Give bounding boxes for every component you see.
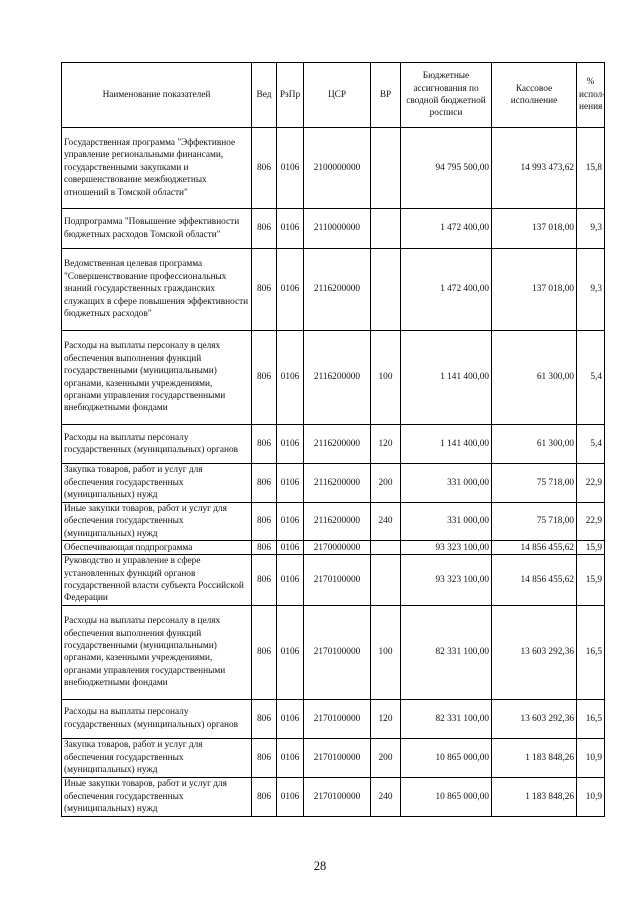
row-rzpr: 0106: [277, 128, 304, 209]
row-rzpr: 0106: [277, 425, 304, 464]
row-vr: 200: [371, 464, 401, 503]
row-vr: [371, 541, 401, 555]
row-name: Ведомственная целевая программа "Совершенствование профессиональных знаний государственных гражданских служащих в сфере повышения эффективности бюджетных расходов": [62, 249, 252, 331]
row-csr: 2100000000: [304, 128, 371, 209]
table-header-row: [62, 63, 605, 128]
row-name: Обеспечивающая подпрограмма: [62, 541, 252, 555]
row-assignments: 1 141 400,00: [401, 331, 492, 425]
row-name: Расходы на выплаты персоналу государственных (муниципальных) органов: [62, 699, 252, 738]
row-cash-execution: 61 300,00: [492, 331, 577, 425]
row-percent: 9,3: [577, 249, 605, 331]
header-ved: Вед: [252, 63, 277, 128]
header-name: Наименование показателей: [62, 63, 252, 128]
row-assignments: 331 000,00: [401, 503, 492, 541]
row-csr: 2170000000: [304, 541, 371, 555]
row-rzpr: 0106: [277, 209, 304, 249]
row-assignments: 1 472 400,00: [401, 209, 492, 249]
row-assignments: 94 795 500,00: [401, 128, 492, 209]
row-rzpr: 0106: [277, 503, 304, 541]
row-ved: 806: [252, 128, 277, 209]
row-name: Закупка товаров, работ и услуг для обеспечения государственных (муниципальных) нужд: [62, 738, 252, 777]
row-percent: 5,4: [577, 425, 605, 464]
row-name: Закупка товаров, работ и услуг для обеспечения государственных (муниципальных) нужд: [62, 464, 252, 503]
row-percent: 16,5: [577, 605, 605, 699]
row-cash-execution: 1 183 848,26: [492, 738, 577, 777]
row-rzpr: 0106: [277, 738, 304, 777]
row-ved: 806: [252, 605, 277, 699]
row-percent: 16,5: [577, 699, 605, 738]
row-percent: 15,8: [577, 128, 605, 209]
table-row: [62, 699, 605, 738]
row-csr: 2116200000: [304, 331, 371, 425]
row-cash-execution: 13 603 292,36: [492, 699, 577, 738]
row-percent: 15,9: [577, 541, 605, 555]
row-ved: 806: [252, 699, 277, 738]
row-cash-execution: 14 856 455,62: [492, 555, 577, 606]
row-name: Подпрограмма "Повышение эффективности бюджетных расходов Томской области": [62, 209, 252, 249]
row-ved: 806: [252, 503, 277, 541]
row-percent: 15,9: [577, 555, 605, 606]
row-csr: 2170100000: [304, 555, 371, 606]
row-csr: 2170100000: [304, 605, 371, 699]
row-csr: 2110000000: [304, 209, 371, 249]
table-row: [62, 128, 605, 209]
row-percent: 10,9: [577, 738, 605, 777]
row-csr: 2116200000: [304, 503, 371, 541]
table-row: [62, 738, 605, 777]
row-vr: 100: [371, 605, 401, 699]
row-ved: 806: [252, 555, 277, 606]
row-rzpr: 0106: [277, 464, 304, 503]
row-name: Иные закупки товаров, работ и услуг для обеспечения государственных (муниципальных) нужд: [62, 503, 252, 541]
row-vr: 120: [371, 699, 401, 738]
row-rzpr: 0106: [277, 541, 304, 555]
row-name: Иные закупки товаров, работ и услуг для обеспечения государственных (муниципальных) нужд: [62, 777, 252, 816]
row-csr: 2116200000: [304, 249, 371, 331]
table-row: [62, 777, 605, 816]
row-vr: [371, 555, 401, 606]
row-cash-execution: 75 718,00: [492, 503, 577, 541]
row-assignments: 10 865 000,00: [401, 777, 492, 816]
table-row: [62, 503, 605, 541]
row-vr: [371, 209, 401, 249]
row-rzpr: 0106: [277, 699, 304, 738]
row-name: Расходы на выплаты персоналу в целях обеспечения выполнения функций государственными (муниципальными) органами, казенными учреждениями, органами управления государственными внебюджетными фондами: [62, 331, 252, 425]
row-vr: 240: [371, 503, 401, 541]
header-cash-execution: Кассовое исполнение: [492, 63, 577, 128]
row-vr: 240: [371, 777, 401, 816]
budget-table: [61, 62, 605, 817]
header-csr: ЦСР: [304, 63, 371, 128]
row-vr: 200: [371, 738, 401, 777]
row-csr: 2170100000: [304, 777, 371, 816]
row-cash-execution: 61 300,00: [492, 425, 577, 464]
row-ved: 806: [252, 209, 277, 249]
table-row: [62, 249, 605, 331]
row-name: Расходы на выплаты персоналу в целях обеспечения выполнения функций государственными (муниципальными) органами, казенными учреждениями, органами управления государственными внебюджетными фондами: [62, 605, 252, 699]
row-cash-execution: 75 718,00: [492, 464, 577, 503]
row-ved: 806: [252, 541, 277, 555]
row-assignments: 93 323 100,00: [401, 541, 492, 555]
table-row: [62, 331, 605, 425]
row-name: Расходы на выплаты персоналу государственных (муниципальных) органов: [62, 425, 252, 464]
row-csr: 2116200000: [304, 425, 371, 464]
row-vr: 120: [371, 425, 401, 464]
row-rzpr: 0106: [277, 605, 304, 699]
row-csr: 2170100000: [304, 699, 371, 738]
row-cash-execution: 137 018,00: [492, 249, 577, 331]
row-assignments: 82 331 100,00: [401, 605, 492, 699]
row-csr: 2170100000: [304, 738, 371, 777]
row-assignments: 331 000,00: [401, 464, 492, 503]
row-cash-execution: 14 856 455,62: [492, 541, 577, 555]
page-number: 28: [313, 859, 327, 873]
row-percent: 10,9: [577, 777, 605, 816]
table-row: [62, 605, 605, 699]
row-ved: 806: [252, 425, 277, 464]
row-assignments: 1 472 400,00: [401, 249, 492, 331]
row-percent: 9,3: [577, 209, 605, 249]
row-rzpr: 0106: [277, 555, 304, 606]
row-name: Руководство и управление в сфере установленных функций органов государственной власти субъекта Российской Федерации: [62, 555, 252, 606]
row-vr: [371, 249, 401, 331]
table-row: [62, 464, 605, 503]
row-cash-execution: 137 018,00: [492, 209, 577, 249]
row-cash-execution: 14 993 473,62: [492, 128, 577, 209]
row-ved: 806: [252, 331, 277, 425]
row-ved: 806: [252, 777, 277, 816]
row-rzpr: 0106: [277, 331, 304, 425]
table-row: [62, 209, 605, 249]
row-rzpr: 0106: [277, 777, 304, 816]
row-ved: 806: [252, 249, 277, 331]
row-assignments: 82 331 100,00: [401, 699, 492, 738]
row-cash-execution: 13 603 292,36: [492, 605, 577, 699]
header-percent: % испол-нения: [577, 63, 605, 128]
row-cash-execution: 1 183 848,26: [492, 777, 577, 816]
row-assignments: 1 141 400,00: [401, 425, 492, 464]
row-assignments: 10 865 000,00: [401, 738, 492, 777]
header-assignments: Бюджетные ассигнования по сводной бюджетной росписи: [401, 63, 492, 128]
row-ved: 806: [252, 464, 277, 503]
row-vr: 100: [371, 331, 401, 425]
table-row: [62, 541, 605, 555]
row-csr: 2116200000: [304, 464, 371, 503]
row-percent: 22,9: [577, 464, 605, 503]
header-vr: ВР: [371, 63, 401, 128]
row-vr: [371, 128, 401, 209]
row-ved: 806: [252, 738, 277, 777]
row-assignments: 93 323 100,00: [401, 555, 492, 606]
row-name: Государственная программа "Эффективное управление региональными финансами, государственными закупками и совершенствование межбюджетных отношений в Томской области": [62, 128, 252, 209]
row-rzpr: 0106: [277, 249, 304, 331]
table-row: [62, 555, 605, 606]
header-rzpr: РзПр: [277, 63, 304, 128]
table-row: [62, 425, 605, 464]
row-percent: 5,4: [577, 331, 605, 425]
row-percent: 22,9: [577, 503, 605, 541]
